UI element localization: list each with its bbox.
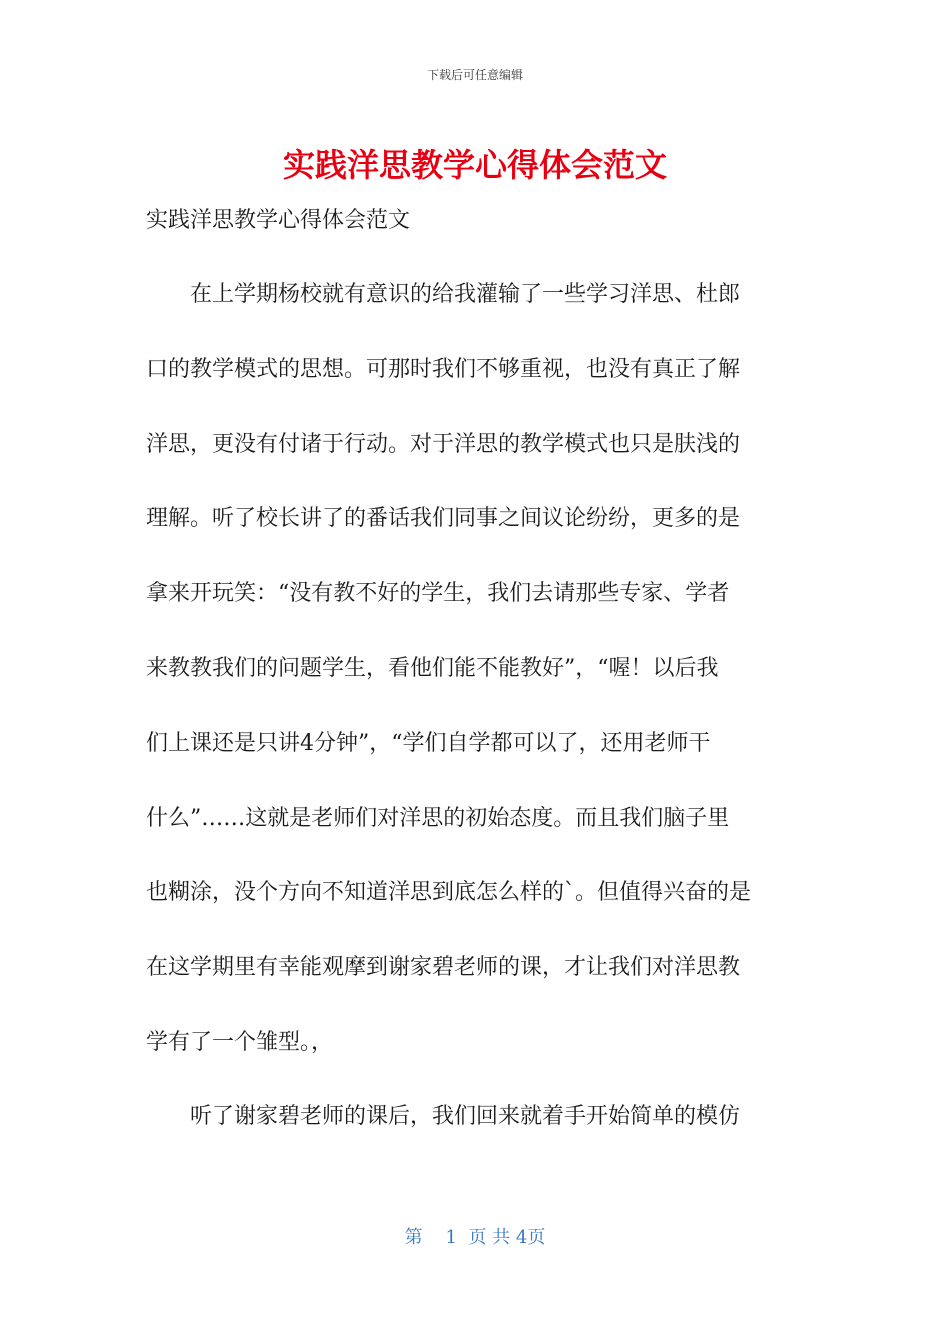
paragraph-line: 理解。听了校长讲了的番话我们同事之间议论纷纷，更多的是 bbox=[146, 506, 741, 532]
paragraph-line: 拿来开玩笑：“没有教不好的学生，我们去请那些专家、学者 bbox=[146, 581, 730, 607]
paragraph-line: 口的教学模式的思想。可那时我们不够重视，也没有真正了解 bbox=[146, 356, 741, 382]
paragraph-line: 也糊涂，没个方向不知道洋思到底怎么样的`。但值得兴奋的是 bbox=[146, 880, 752, 906]
paragraph-line: 听了谢家碧老师的课后，我们回来就着手开始简单的模仿 bbox=[146, 1104, 741, 1129]
page-footer bbox=[0, 1226, 950, 1250]
paragraph-line: 在上学期杨校就有意识的给我灌输了一些学习洋思、杜郎 bbox=[146, 282, 741, 307]
paragraph-line: 什么”……这就是老师们对洋思的初始态度。而且我们脑子里 bbox=[146, 805, 730, 831]
paragraph-1 bbox=[146, 279, 806, 1102]
paragraph-line: 来教教我们的问题学生，看他们能不能教好”，“喔！以后我 bbox=[146, 655, 719, 681]
paragraph-line: 洋思，更没有付诸于行动。对于洋思的教学模式也只是肤浅的 bbox=[146, 431, 741, 457]
page-label-prefix: 第 bbox=[404, 1227, 423, 1248]
paragraph-2 bbox=[146, 1101, 806, 1176]
header-note: 下载后可任意编辑 bbox=[426, 68, 523, 82]
paragraph-line: 在这学期里有幸能观摩到谢家碧老师的课，才让我们对洋思教 bbox=[146, 955, 741, 981]
document-subtitle: 实践洋思教学心得体会范文 bbox=[146, 208, 411, 233]
current-page-number: 1 bbox=[445, 1227, 457, 1248]
document-title: 实践洋思教学心得体会范文 bbox=[282, 146, 667, 184]
paragraph-line: 们上课还是只讲4分钟”，“学们自学都可以了，还用老师干 bbox=[146, 730, 711, 756]
page-label-mid: 页 共 bbox=[468, 1227, 511, 1248]
total-pages: 4页 bbox=[515, 1227, 546, 1248]
paragraph-line: 学有了一个雏型。， bbox=[146, 1029, 334, 1055]
